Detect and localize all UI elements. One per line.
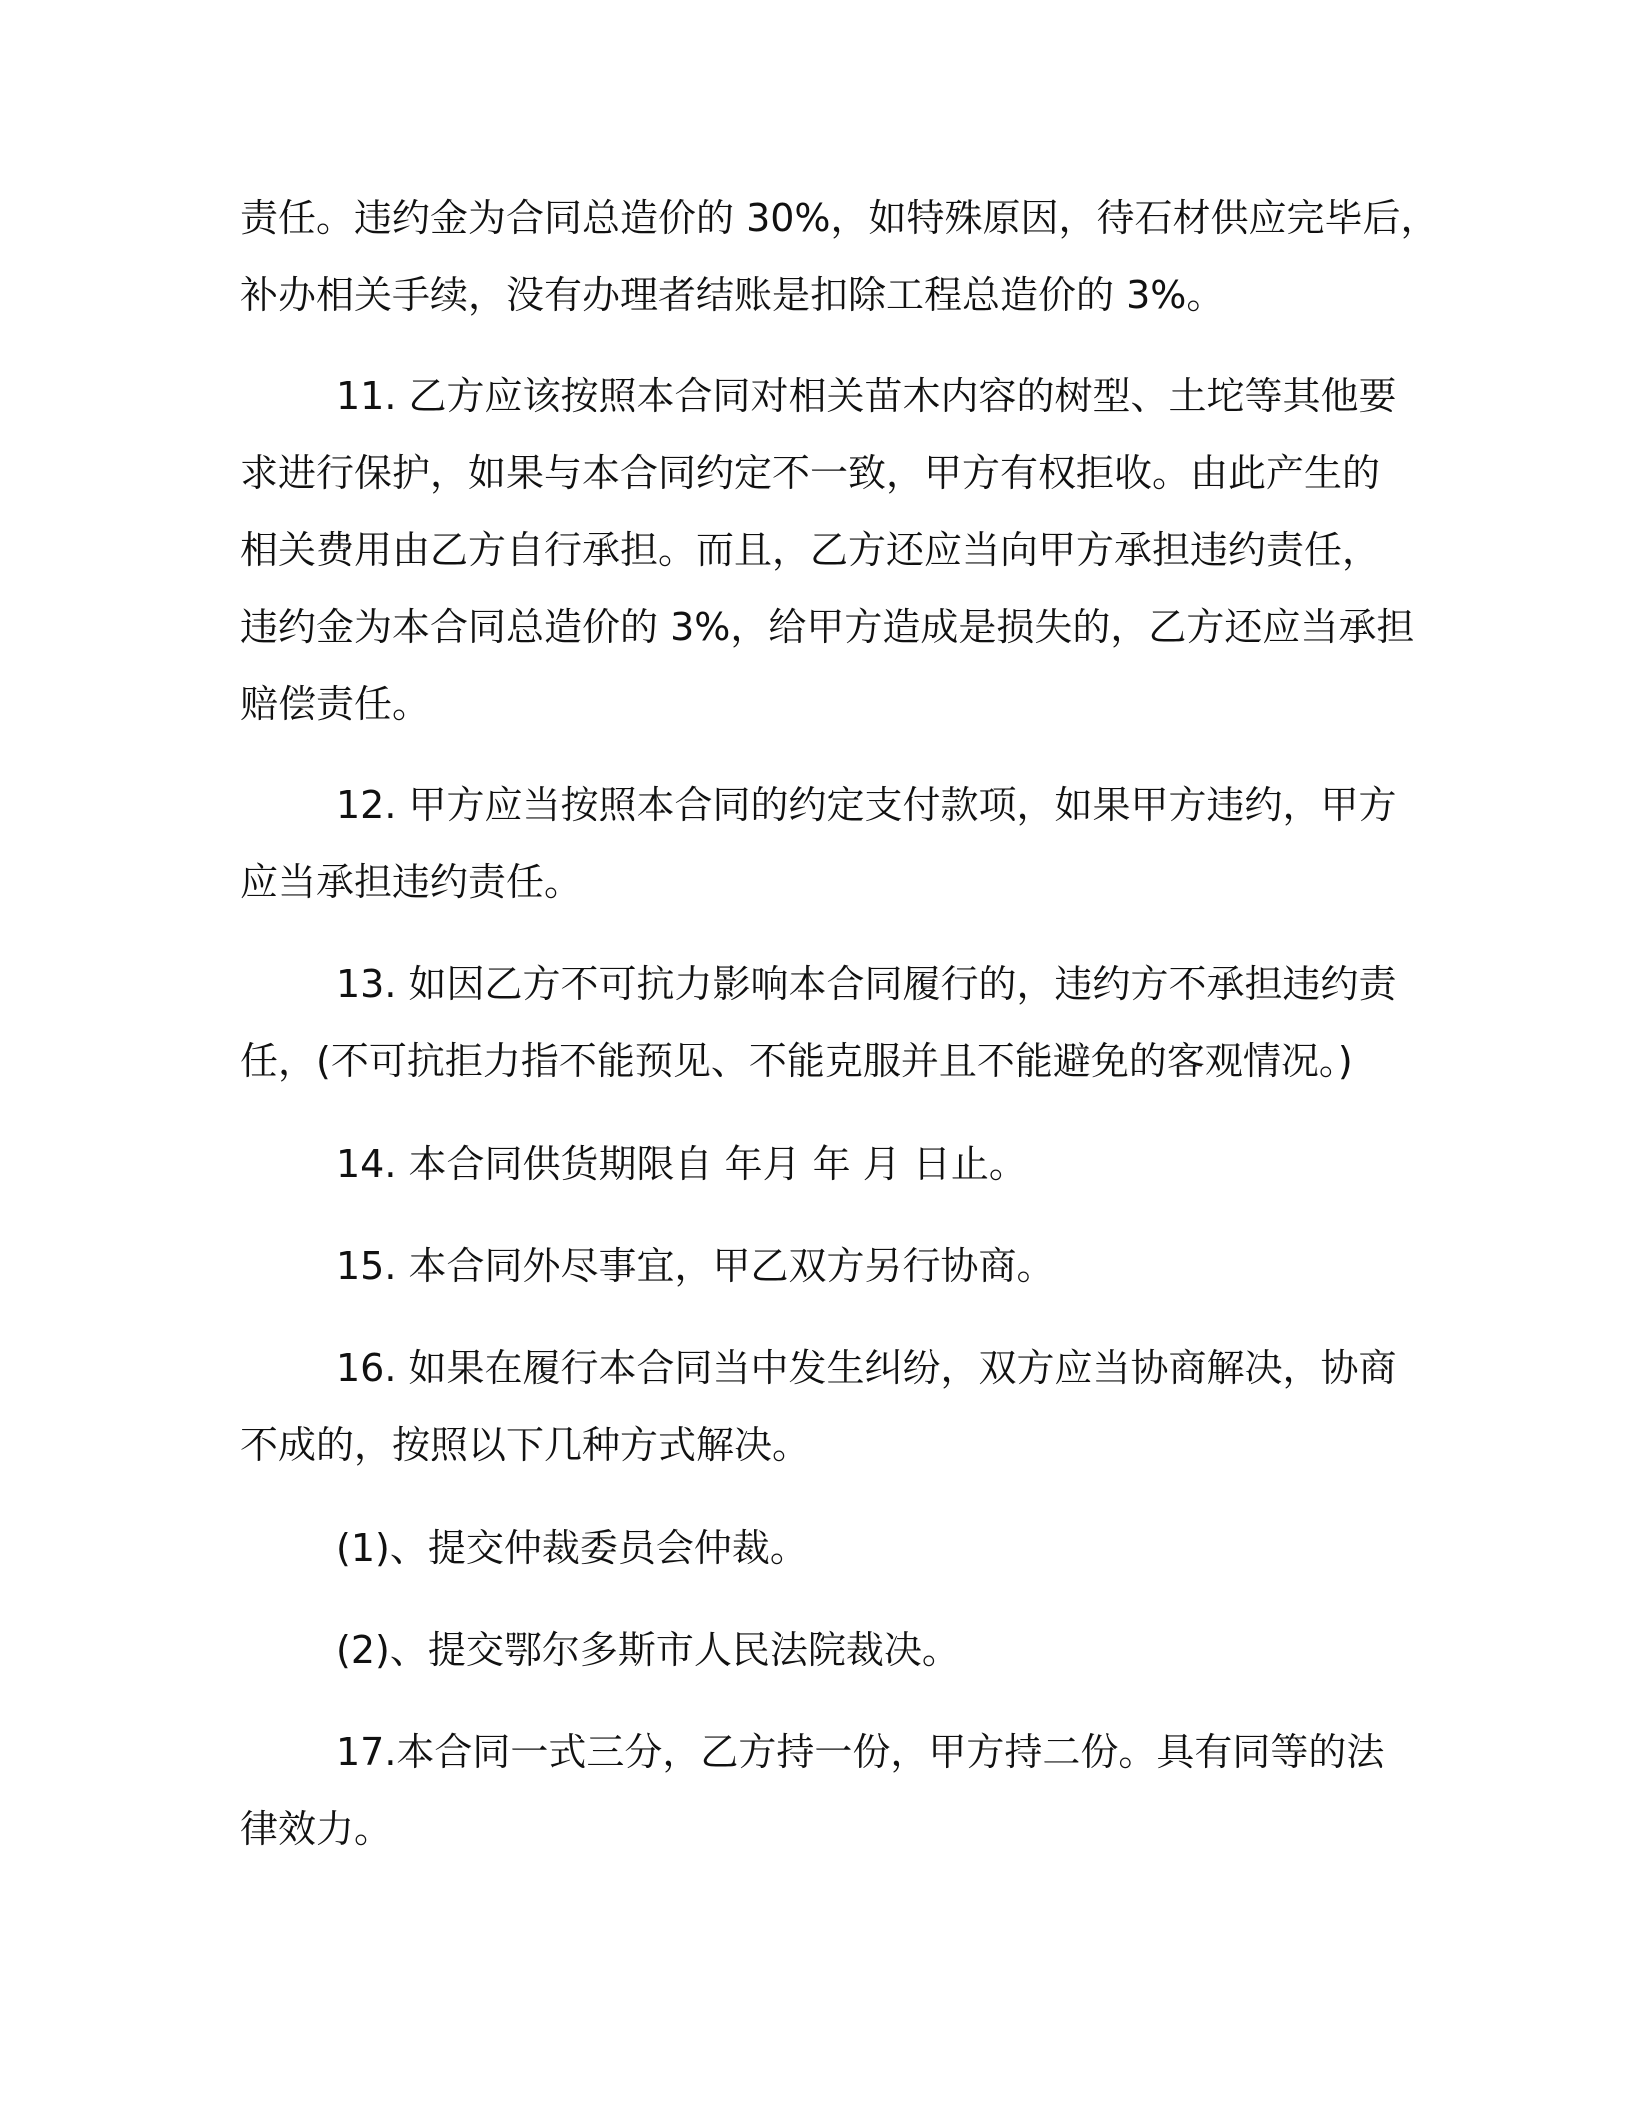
text-line: 应当承担违约责任。 <box>240 860 583 904</box>
text-line: 赔偿责任。 <box>240 682 431 726</box>
clause-16 <box>240 1330 1400 1484</box>
clause-15 <box>240 1228 1400 1305</box>
paragraph <box>240 180 1439 334</box>
text-line: 16. 如果在履行本合同当中发生纠纷，双方应当协商解决，协商 <box>336 1346 1397 1390</box>
text-line: 不成的，按照以下几种方式解决。 <box>240 1423 811 1467</box>
text-line: 15. 本合同外尽事宜，甲乙双方另行协商。 <box>336 1244 1055 1288</box>
text-line: 14. 本合同供货期限自 年月 年 月 日止。 <box>336 1142 1027 1186</box>
clause-12 <box>240 767 1400 921</box>
clause-17 <box>240 1714 1400 1868</box>
clause-11 <box>240 358 1415 743</box>
text-line: 律效力。 <box>240 1807 393 1851</box>
text-line: 任，(不可抗拒力指不能预见、不能克服并且不能避免的客观情况。) <box>240 1039 1353 1083</box>
text-line: 12. 甲方应当按照本合同的约定支付款项，如果甲方违约，甲方 <box>336 783 1397 827</box>
option-1 <box>240 1510 1400 1587</box>
text-line: 违约金为本合同总造价的 3%，给甲方造成是损失的，乙方还应当承担 <box>240 605 1415 649</box>
text-line: 责任。违约金为合同总造价的 30%，如特殊原因，待石材供应完毕后， <box>240 196 1439 240</box>
text-line: 相关费用由乙方自行承担。而且，乙方还应当向甲方承担违约责任， <box>240 528 1381 572</box>
text-line: 求进行保护，如果与本合同约定不一致，甲方有权拒收。由此产生的 <box>240 451 1381 495</box>
option-2 <box>240 1612 1400 1689</box>
text-line: 17.本合同一式三分，乙方持一份，甲方持二份。具有同等的法 <box>336 1730 1385 1774</box>
text-line: 补办相关手续，没有办理者结账是扣除工程总造价的 3%。 <box>240 273 1225 317</box>
text-line: 13. 如因乙方不可抗力影响本合同履行的，违约方不承担违约责 <box>336 962 1397 1006</box>
text-line: (1)、提交仲裁委员会仲裁。 <box>336 1526 808 1570</box>
text-line: 11. 乙方应该按照本合同对相关苗木内容的树型、土坨等其他要 <box>336 374 1397 418</box>
text-line: (2)、提交鄂尔多斯市人民法院裁决。 <box>336 1628 960 1672</box>
clause-14 <box>240 1126 1400 1203</box>
clause-13 <box>240 946 1400 1100</box>
